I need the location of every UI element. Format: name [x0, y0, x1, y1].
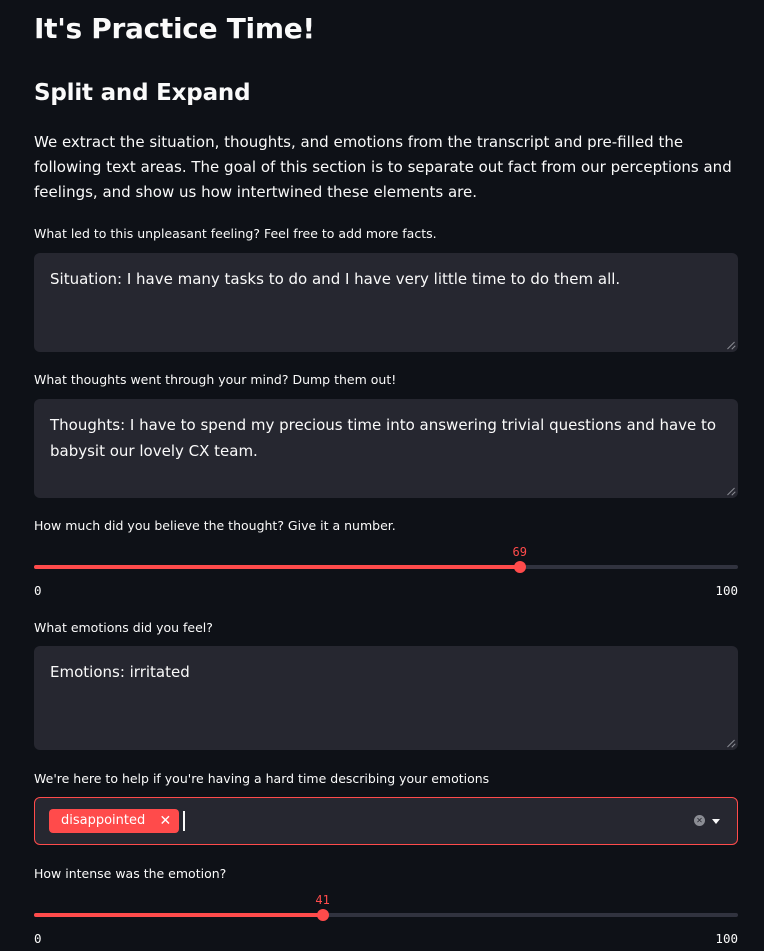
emotions-label: What emotions did you feel? — [34, 620, 213, 635]
situation-label: What led to this unpleasant feeling? Feel free to add more facts. — [34, 226, 437, 241]
situation-text: Situation: I have many tasks to do and I have very little time to do them all. — [50, 270, 621, 288]
emotions-text: Emotions: irritated — [50, 663, 190, 681]
resize-handle-icon[interactable] — [727, 739, 735, 747]
chevron-down-icon[interactable] — [712, 819, 720, 824]
slider-max: 100 — [715, 931, 738, 946]
intro-text: We extract the situation, thoughts, and emotions from the transcript and pre-filled the following text areas. The goal of this section is to separate out fact from our perceptions and feelings, and show us how intertwined these elements are. — [34, 133, 732, 201]
situation-textarea[interactable] — [34, 253, 738, 352]
page-title: It's Practice Time! — [34, 12, 315, 45]
intensity-slider[interactable] — [34, 886, 738, 946]
resize-handle-icon[interactable] — [727, 341, 735, 349]
slider-max: 100 — [715, 583, 738, 598]
slider-thumb[interactable] — [514, 561, 526, 573]
emotions-textarea[interactable] — [34, 646, 738, 750]
emotion-multiselect[interactable] — [34, 797, 738, 845]
slider-min: 0 — [34, 931, 42, 946]
belief-slider-label: How much did you believe the thought? Give it a number. — [34, 518, 396, 533]
thoughts-text: Thoughts: I have to spend my precious time into answering trivial questions and have to babysit our lovely CX team. — [50, 416, 717, 460]
slider-value: 41 — [315, 893, 330, 907]
selected-emotion-tag — [49, 809, 179, 833]
thoughts-label: What thoughts went through your mind? Dump them out! — [34, 372, 397, 387]
resize-handle-icon[interactable] — [727, 487, 735, 495]
thoughts-textarea[interactable] — [34, 399, 738, 498]
clear-all-icon[interactable]: ✕ — [694, 815, 705, 826]
slider-min: 0 — [34, 583, 42, 598]
slider-value: 69 — [512, 545, 527, 559]
slider-fill — [34, 565, 520, 569]
section-title: Split and Expand — [34, 80, 251, 106]
emotion-helper-label: We're here to help if you're having a hard time describing your emotions — [34, 771, 490, 786]
tag-label: disappointed — [61, 813, 146, 828]
belief-slider[interactable] — [34, 538, 738, 598]
remove-tag-icon[interactable]: ✕ — [159, 813, 172, 829]
slider-fill — [34, 913, 323, 917]
text-cursor — [183, 811, 185, 831]
intensity-slider-label: How intense was the emotion? — [34, 866, 227, 881]
slider-thumb[interactable] — [317, 909, 329, 921]
